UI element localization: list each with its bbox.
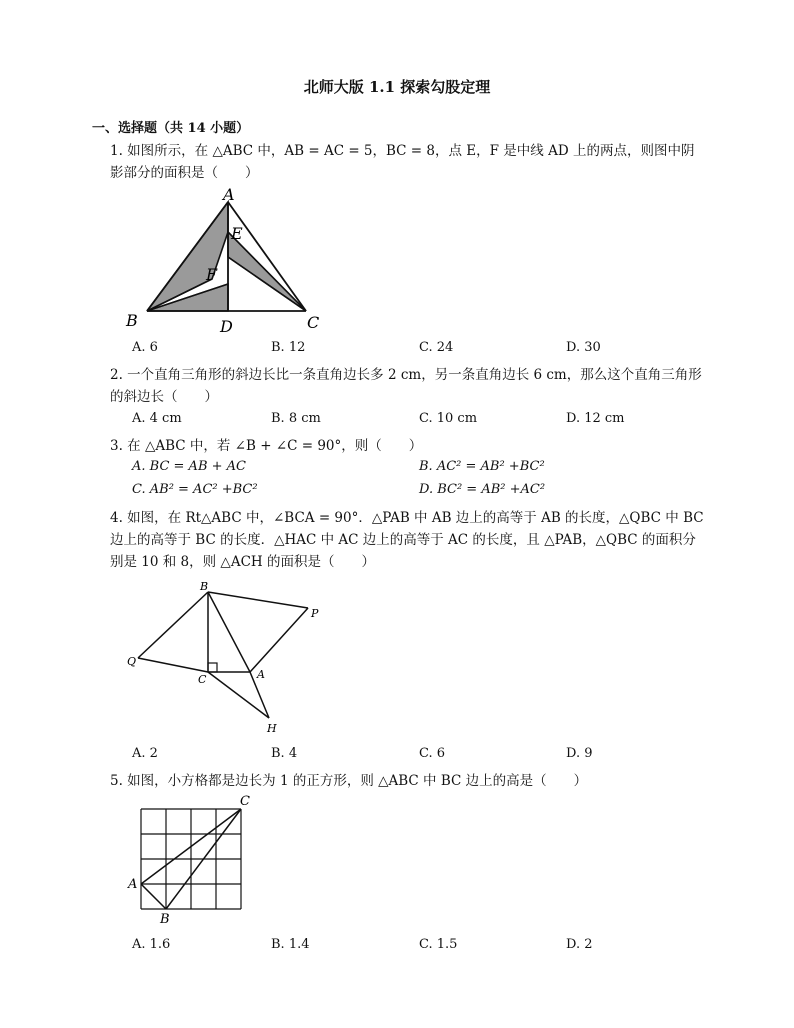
figure-q1: [120, 184, 330, 339]
section-heading: 一、选择题（共 14 小题）: [92, 121, 250, 136]
label-Q: Q: [127, 655, 137, 668]
q4-option-a[interactable]: A. 2: [132, 746, 158, 761]
q4-option-d[interactable]: D. 9: [566, 746, 593, 761]
label-F: F: [206, 265, 218, 284]
label-A: A: [223, 185, 235, 204]
label-B: B: [200, 580, 209, 593]
q4-option-b[interactable]: B. 4: [271, 746, 298, 761]
label-H: H: [267, 722, 277, 735]
q2-option-a[interactable]: A. 4 cm: [132, 411, 182, 426]
q3-option-c[interactable]: C. AB² = AC² +BC²: [132, 482, 258, 497]
q1-option-b[interactable]: B. 12: [271, 340, 306, 355]
question-2-text: 2. 一个直角三角形的斜边长比一条直角边长多 2 cm，另一条直角边长 6 cm，那么这个直角三角形的斜边长（ ）: [110, 367, 702, 405]
figure-q5: [124, 794, 264, 929]
q1-option-d[interactable]: D. 30: [566, 340, 601, 355]
q3-option-d[interactable]: D. BC² = AB² +AC²: [419, 482, 546, 497]
label-P: P: [311, 607, 319, 620]
label-D: D: [220, 317, 233, 336]
q3-option-a[interactable]: A. BC = AB + AC: [132, 459, 246, 474]
page-title: 北师大版 1.1 探索勾股定理: [303, 78, 491, 96]
q1-option-a[interactable]: A. 6: [132, 340, 158, 355]
label-B: B: [160, 912, 170, 927]
right-angle-mark: [208, 663, 217, 672]
label-A: A: [128, 877, 138, 892]
q5-option-a[interactable]: A. 1.6: [132, 937, 171, 952]
q5-option-c[interactable]: C. 1.5: [419, 937, 458, 952]
q5-option-d[interactable]: D. 2: [566, 937, 593, 952]
q3-option-b[interactable]: B. AC² = AB² +BC²: [419, 459, 545, 474]
label-B: B: [126, 311, 138, 330]
q1-option-c[interactable]: C. 24: [419, 340, 454, 355]
figure-q4: [124, 580, 324, 740]
q5-option-b[interactable]: B. 1.4: [271, 937, 310, 952]
question-1-text: 1. 如图所示，在 △ABC 中，AB = AC = 5，BC = 8，点 E，F 是中线 AD 上的两点，则图中阴影部分的面积是（ ）: [110, 143, 695, 181]
q2-option-b[interactable]: B. 8 cm: [271, 411, 321, 426]
q4-option-c[interactable]: C. 6: [419, 746, 446, 761]
label-A: A: [257, 668, 265, 681]
q2-option-c[interactable]: C. 10 cm: [419, 411, 478, 426]
question-5-text: 5. 如图，小方格都是边长为 1 的正方形，则 △ABC 中 BC 边上的高是（ ）: [110, 773, 588, 789]
label-C: C: [307, 313, 320, 332]
question-3-text: 3. 在 △ABC 中，若 ∠B + ∠C = 90°，则（ ）: [110, 438, 423, 454]
label-C: C: [240, 794, 250, 809]
q2-option-d[interactable]: D. 12 cm: [566, 411, 625, 426]
label-C: C: [198, 673, 207, 686]
label-E: E: [231, 224, 243, 243]
question-4-text: 4. 如图，在 Rt△ABC 中，∠BCA = 90°．△PAB 中 AB 边上的高等于 AB 的长度，△QBC 中 BC 边上的高等于 BC 的长度．△HAC 中 AC 边上的高等于 AC 的长度，且 △PAB，△QBC 的面积分别是 10 和 8，则 △ACH 的面积是（ ）: [110, 510, 704, 570]
